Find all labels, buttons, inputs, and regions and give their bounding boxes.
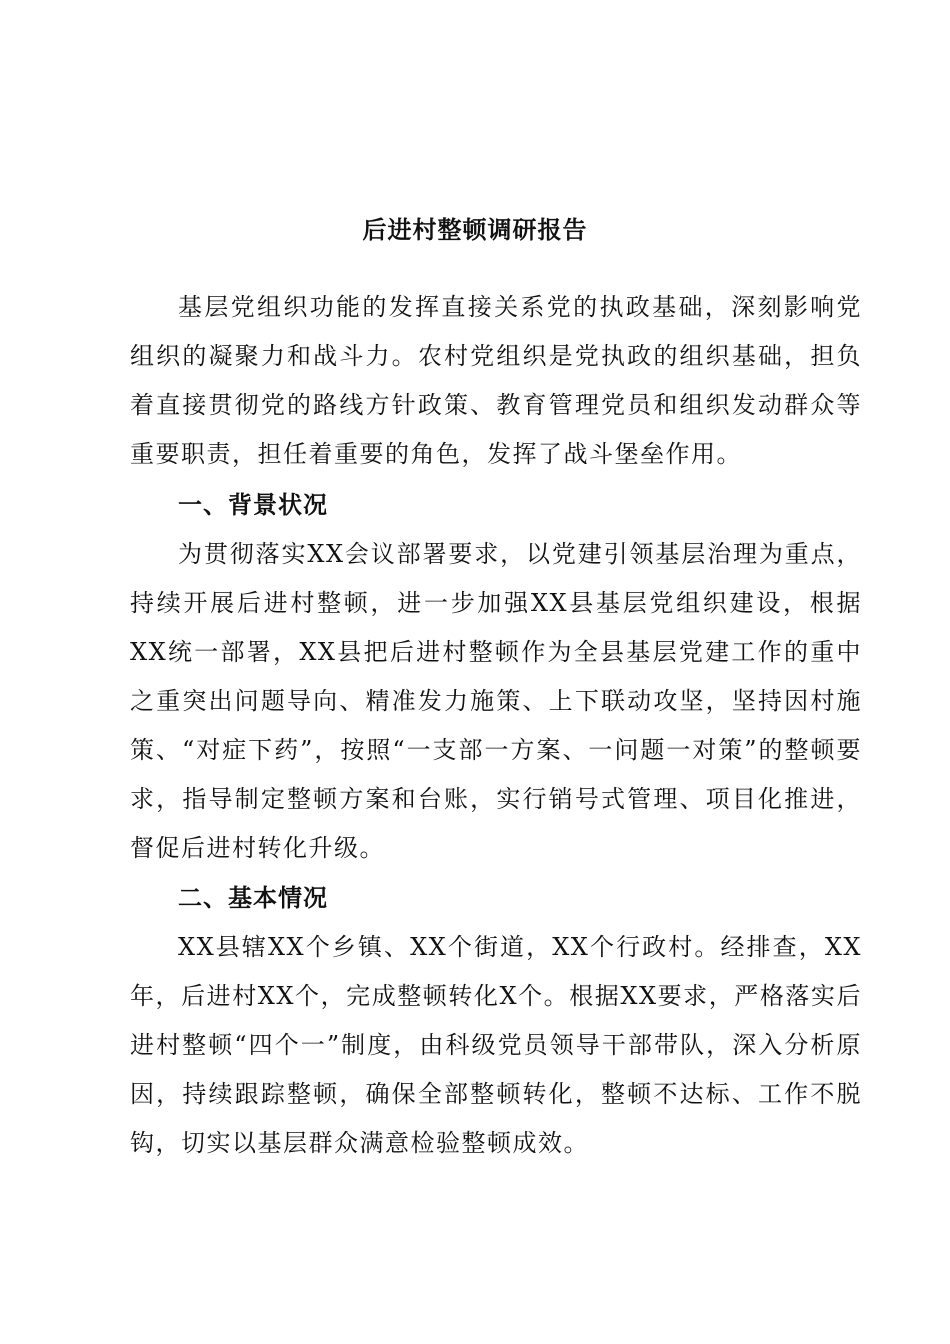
section-heading-background: 一、背景状况 [178, 490, 328, 519]
document-title: 后进村整顿调研报告 [362, 215, 588, 244]
section-paragraph-basic-situation: XX县辖XX个乡镇、XX个街道，XX个行政村。经排查，XX年，后进村XX个，完成整顿转化X个。根据XX要求，严格落实后进村整顿“四个一”制度，由科级党员领导干部带队，深入分析原因，持续跟踪整顿，确保全部整顿转化，整顿不达标、工作不脱钩，切实以基层群众满意检验整顿成效。 [130, 933, 862, 1157]
intro-paragraph: 基层党组织功能的发挥直接关系党的执政基础，深刻影响党组织的凝聚力和战斗力。农村党组织是党执政的组织基础，担负着直接贯彻党的路线方针政策、教育管理党员和组织发动群众等重要职责，担任着重要的角色，发挥了战斗堡垒作用。 [130, 293, 862, 468]
section-heading-basic-situation: 二、基本情况 [178, 883, 328, 912]
section-paragraph-background: 为贯彻落实XX会议部署要求，以党建引领基层治理为重点，持续开展后进村整顿，进一步加强XX县基层党组织建设，根据XX统一部署，XX县把后进村整顿作为全县基层党建工作的重中之重突出问题导向、精准发力施策、上下联动攻坚，坚持因村施策、“对症下药”，按照“一支部一方案、一问题一对策”的整顿要求，指导制定整顿方案和台账，实行销号式管理、项目化推进，督促后进村转化升级。 [130, 540, 862, 862]
